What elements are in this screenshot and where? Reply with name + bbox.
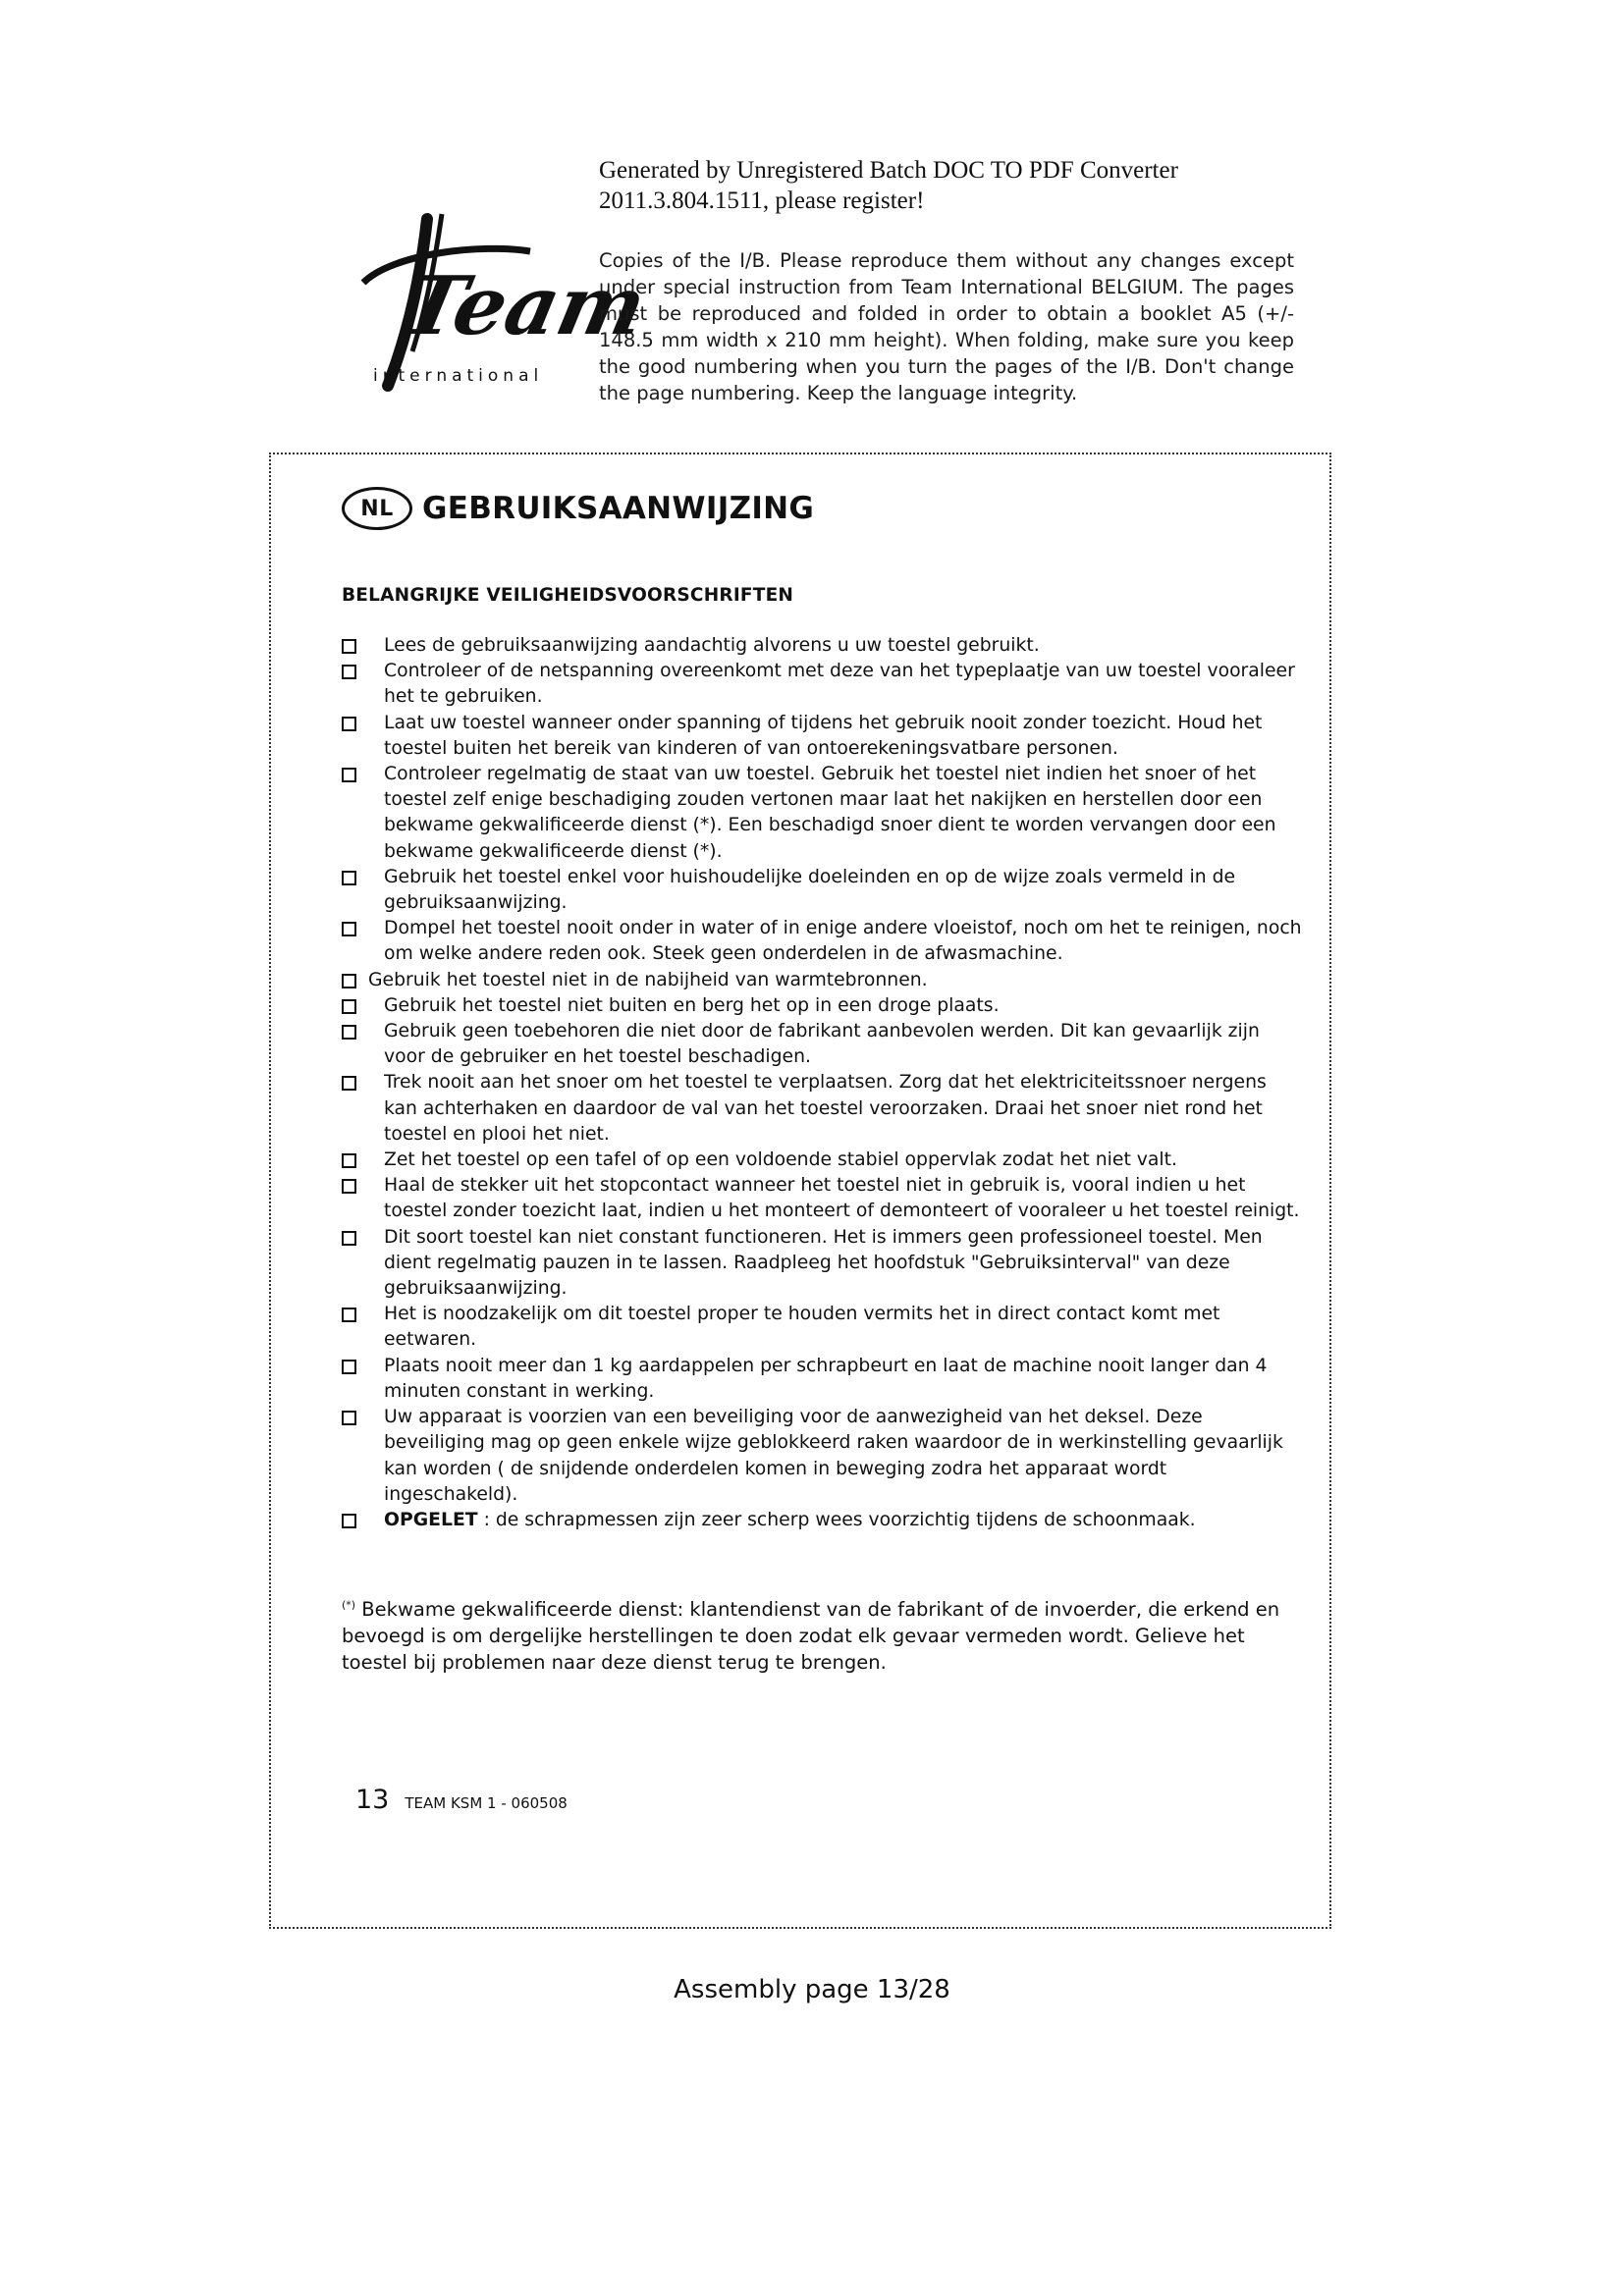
reproduction-instructions: Copies of the I/B. Please reproduce them without any changes except under special instruction from Team International BELGIUM. The pages must be reproduced and folded in order to obtain a booklet A5 (+/- 148.5 mm width x 210 mm height). When folding, make sure you keep the good numbering when you turn the pages of the I/B. Don't change the page numbering. Keep the language integrity. xyxy=(599,249,1294,404)
watermark-line-1: Generated by Unregistered Batch DOC TO PDF Converter xyxy=(599,157,1178,184)
manual-title: GEBRUIKSAANWIJZING xyxy=(422,491,815,526)
checkbox-bullet-icon xyxy=(342,1411,356,1425)
team-international-logo xyxy=(334,214,655,396)
list-item: Gebruik het toestel niet in de nabijheid van warmtebronnen. xyxy=(342,968,1304,993)
page-number: 13 xyxy=(355,1785,390,1815)
checkbox-bullet-icon xyxy=(342,768,356,782)
footnote-text: Bekwame gekwalificeerde dienst: klantendienst van de fabrikant of de invoerder, die erkend en bevoegd is om dergelijke herstellingen te doen zodat elk gevaar vermeden wordt. Gelieve het toestel bij problemen naar deze dienst terug te brengen. xyxy=(342,1598,1280,1674)
checkbox-bullet-icon xyxy=(342,665,356,679)
list-item: Controleer of de netspanning overeenkomt met deze van het typeplaatje van uw toestel vooraleer het te gebruiken. xyxy=(342,659,1304,710)
language-header xyxy=(342,487,814,530)
checkbox-bullet-icon xyxy=(342,1231,356,1246)
list-item: Gebruik geen toebehoren die niet door de fabrikant aanbevolen werden. Dit kan gevaarlijk zijn voor de gebruiker en het toestel beschadigen. xyxy=(342,1019,1304,1070)
list-item: Trek nooit aan het snoer om het toestel te verplaatsen. Zorg dat het elektriciteitssnoer nergens kan achterhaken en daardoor de val van het toestel veroorzaken. Draai het snoer niet rond het toestel en plooi het niet. xyxy=(342,1070,1304,1148)
logo-subtitle: international xyxy=(373,366,544,386)
list-item: Zet het toestel op een tafel of op een voldoende stabiel oppervlak zodat het niet valt. xyxy=(342,1148,1304,1173)
checkbox-bullet-icon xyxy=(342,1076,356,1091)
warning-label: OPGELET xyxy=(384,1509,478,1530)
safety-section-title: BELANGRIJKE VEILIGHEIDSVOORSCHRIFTEN xyxy=(342,585,794,606)
list-item: Dit soort toestel kan niet constant functioneren. Het is immers geen professioneel toestel. Men dient regelmatig pauzen in te lassen. Raadpleeg het hoofdstuk "Gebruiksinterval" van deze gebruiksaanwijzing. xyxy=(342,1225,1304,1303)
list-item: Laat uw toestel wanneer onder spanning of tijdens het gebruik nooit zonder toezicht. Houd het toestel buiten het bereik van kinderen of van ontoerekeningsvatbare personen. xyxy=(342,711,1304,762)
checkbox-bullet-icon xyxy=(342,1514,356,1528)
checkbox-bullet-icon xyxy=(342,1025,356,1040)
list-item: Gebruik het toestel enkel voor huishoudelijke doeleinden en op de wijze zoals vermeld in de gebruiksaanwijzing. xyxy=(342,865,1304,916)
warning-text: : de schrapmessen zijn zeer scherp wees voorzichtig tijdens de schoonmaak. xyxy=(477,1509,1196,1530)
list-item: Het is noodzakelijk om dit toestel proper te houden vermits het in direct contact komt met eetwaren. xyxy=(342,1302,1304,1353)
converter-watermark xyxy=(599,155,1286,216)
assembly-page-label: Assembly page 13/28 xyxy=(674,1975,950,2004)
footnote-mark: (*) xyxy=(342,1598,356,1612)
checkbox-bullet-icon xyxy=(342,1179,356,1194)
checkbox-bullet-icon xyxy=(342,639,356,654)
logo-wordmark: Team xyxy=(394,257,655,353)
model-code: TEAM KSM 1 - 060508 xyxy=(405,1794,568,1812)
checkbox-bullet-icon xyxy=(342,974,356,988)
list-item: Plaats nooit meer dan 1 kg aardappelen per schrapbeurt en laat de machine nooit langer dan 4 minuten constant in werking. xyxy=(342,1354,1304,1405)
checkbox-bullet-icon xyxy=(342,717,356,731)
list-item: Haal de stekker uit het stopcontact wanneer het toestel niet in gebruik is, vooral indien u het toestel zonder toezicht laat, indien u het monteert of demonteert of vooraleer u het toestel reinigt. xyxy=(342,1173,1304,1224)
checkbox-bullet-icon xyxy=(342,1360,356,1374)
manual-page-footer xyxy=(355,1785,568,1815)
checkbox-bullet-icon xyxy=(342,1153,356,1168)
safety-rules-list xyxy=(342,633,1304,1533)
list-item: Dompel het toestel nooit onder in water of in enige andere vloeistof, noch om het te reinigen, noch om welke andere reden ook. Steek geen onderdelen in de afwasmachine. xyxy=(342,916,1304,967)
list-item: Uw apparaat is voorzien van een beveiliging voor de aanwezigheid van het deksel. Deze beveiliging mag op geen enkele wijze geblokkeerd raken waardoor de in werkinstelling gevaarlijk kan worden ( de snijdende onderdelen komen in beweging zodra het apparaat wordt ingeschakeld). xyxy=(342,1405,1304,1508)
checkbox-bullet-icon xyxy=(342,871,356,885)
footnote xyxy=(342,1596,1304,1676)
warning-item xyxy=(342,1508,1304,1533)
checkbox-bullet-icon xyxy=(342,1308,356,1322)
checkbox-bullet-icon xyxy=(342,999,356,1014)
list-item: Controleer regelmatig de staat van uw toestel. Gebruik het toestel niet indien het snoer of het toestel zelf enige beschadiging zouden vertonen maar laat het nakijken en herstellen door een bekwame gekwalificeerde dienst (*). Een beschadigd snoer dient te worden vervangen door een bekwame gekwalificeerde dienst (*). xyxy=(342,762,1304,865)
list-item: Gebruik het toestel niet buiten en berg het op in een droge plaats. xyxy=(342,993,1304,1019)
list-item: Lees de gebruiksaanwijzing aandachtig alvorens u uw toestel gebruikt. xyxy=(342,633,1304,659)
checkbox-bullet-icon xyxy=(342,922,356,936)
watermark-line-2: 2011.3.804.1511, please register! xyxy=(599,187,925,214)
nl-language-badge: NL xyxy=(342,487,412,530)
